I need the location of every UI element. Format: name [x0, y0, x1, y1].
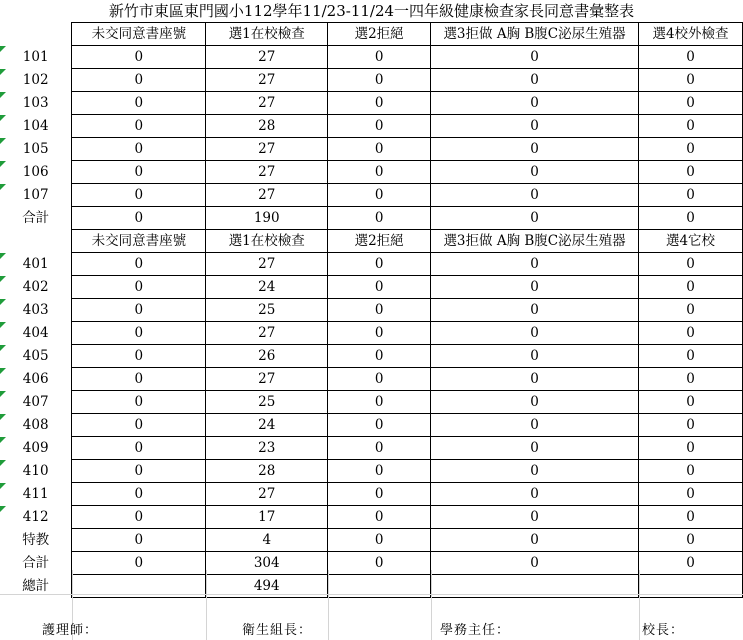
table-cell: 0	[431, 276, 639, 299]
grand-total-label: 總計	[22, 577, 50, 594]
signature-health-leader: 衛生組長：	[242, 623, 313, 638]
table-cell: 0	[328, 92, 431, 115]
column-header: 選1在校檢查	[206, 23, 328, 46]
row-label: 107	[0, 184, 72, 207]
corner-cell	[0, 23, 72, 46]
table-cell: 0	[639, 368, 743, 391]
table-row	[0, 368, 743, 391]
table-cell: 0	[431, 253, 639, 276]
signature-principal: 校長：	[642, 623, 685, 638]
row-label: 411	[0, 483, 72, 506]
table-cell: 0	[72, 299, 206, 322]
table-cell: 0	[639, 552, 743, 575]
gridline	[0, 594, 743, 595]
row-label: 105	[0, 138, 72, 161]
table-cell: 0	[72, 552, 206, 575]
row-label: 102	[0, 69, 72, 92]
special-ed-row	[0, 529, 743, 552]
table-cell: 0	[431, 437, 639, 460]
row-label: 409	[0, 437, 72, 460]
table-row	[0, 115, 743, 138]
row-label: 406	[0, 368, 72, 391]
column-header: 選4校外檢查	[639, 23, 743, 46]
table-cell: 27	[206, 184, 328, 207]
table-cell: 25	[206, 299, 328, 322]
table-cell: 0	[431, 115, 639, 138]
column-header: 選2拒絕	[328, 230, 431, 253]
row-label: 405	[0, 345, 72, 368]
table-row	[0, 391, 743, 414]
table-cell: 0	[328, 437, 431, 460]
table-cell: 0	[431, 483, 639, 506]
table-row	[0, 69, 743, 92]
row-label: 合計	[22, 209, 50, 226]
table-cell: 0	[431, 322, 639, 345]
table-cell: 0	[328, 322, 431, 345]
table-row	[0, 414, 743, 437]
table-cell: 0	[639, 414, 743, 437]
table-cell: 304	[206, 552, 328, 575]
table-cell: 0	[328, 46, 431, 69]
table-cell: 0	[639, 276, 743, 299]
table-cell: 0	[72, 161, 206, 184]
table-row	[0, 322, 743, 345]
grand-total-value: 494	[206, 575, 328, 598]
table-cell: 0	[328, 391, 431, 414]
table-cell: 27	[206, 368, 328, 391]
table-cell: 0	[431, 161, 639, 184]
table-cell: 27	[206, 138, 328, 161]
table-cell: 0	[639, 529, 743, 552]
table-row	[0, 138, 743, 161]
row-label: 401	[0, 253, 72, 276]
table-cell: 0	[72, 529, 206, 552]
table-cell: 0	[328, 414, 431, 437]
table-cell: 0	[328, 345, 431, 368]
column-header: 選3拒做 A胸 B腹C泌尿生殖器	[431, 23, 639, 46]
table-cell: 0	[639, 207, 743, 230]
table-cell: 0	[431, 138, 639, 161]
table-cell: 0	[72, 391, 206, 414]
total-row	[0, 207, 743, 230]
table-cell: 0	[639, 322, 743, 345]
row-label: 特教	[22, 531, 50, 548]
table-cell: 0	[72, 184, 206, 207]
corner-cell	[0, 230, 72, 253]
header-row	[0, 230, 743, 253]
row-label: 408	[0, 414, 72, 437]
table-cell: 0	[328, 253, 431, 276]
table-cell: 0	[431, 207, 639, 230]
consent-summary-table	[0, 22, 743, 598]
table-cell: 27	[206, 69, 328, 92]
table-cell: 0	[328, 69, 431, 92]
table-row	[0, 92, 743, 115]
table-row	[0, 184, 743, 207]
table-cell: 0	[72, 368, 206, 391]
column-header: 選3拒做 A胸 B腹C泌尿生殖器	[431, 230, 639, 253]
table-cell: 0	[328, 115, 431, 138]
total-row	[0, 552, 743, 575]
table-cell: 17	[206, 506, 328, 529]
table-cell: 0	[328, 138, 431, 161]
row-label: 403	[0, 299, 72, 322]
table-row	[0, 506, 743, 529]
table-cell: 0	[639, 69, 743, 92]
header-row	[0, 23, 743, 46]
table-cell: 0	[431, 391, 639, 414]
table-cell: 0	[431, 460, 639, 483]
table-cell: 0	[72, 276, 206, 299]
table-cell: 26	[206, 345, 328, 368]
table-cell: 0	[328, 161, 431, 184]
table-row	[0, 253, 743, 276]
table-cell: 0	[431, 69, 639, 92]
table-cell: 0	[431, 414, 639, 437]
row-label: 101	[0, 46, 72, 69]
table-cell: 4	[206, 529, 328, 552]
table-cell: 0	[72, 414, 206, 437]
table-cell: 0	[639, 345, 743, 368]
table-cell: 27	[206, 253, 328, 276]
table-cell: 0	[431, 92, 639, 115]
table-row	[0, 299, 743, 322]
table-cell: 27	[206, 46, 328, 69]
table-cell: 0	[639, 161, 743, 184]
table-cell: 0	[72, 138, 206, 161]
table-cell: 0	[639, 138, 743, 161]
table-cell: 24	[206, 276, 328, 299]
table-cell: 24	[206, 414, 328, 437]
table-cell: 0	[72, 69, 206, 92]
table-cell: 0	[431, 345, 639, 368]
table-cell: 0	[639, 115, 743, 138]
row-label: 104	[0, 115, 72, 138]
column-header: 選2拒絕	[328, 23, 431, 46]
table-cell: 0	[639, 483, 743, 506]
table-cell: 27	[206, 161, 328, 184]
table-cell: 0	[328, 460, 431, 483]
table-cell: 190	[206, 207, 328, 230]
table-cell: 0	[639, 299, 743, 322]
signature-academic-director: 學務主任：	[440, 623, 511, 638]
table-cell: 0	[328, 552, 431, 575]
row-label: 106	[0, 161, 72, 184]
table-row	[0, 460, 743, 483]
table-cell: 0	[72, 322, 206, 345]
table-cell: 0	[639, 46, 743, 69]
row-label: 合計	[22, 554, 50, 571]
table-cell: 0	[328, 207, 431, 230]
table-cell: 0	[72, 92, 206, 115]
table-cell: 0	[431, 299, 639, 322]
table-cell: 0	[639, 460, 743, 483]
table-cell: 0	[639, 506, 743, 529]
gridline	[206, 570, 207, 640]
table-cell: 28	[206, 460, 328, 483]
row-label: 412	[0, 506, 72, 529]
gridline	[328, 570, 329, 640]
table-row	[0, 437, 743, 460]
table-cell: 0	[639, 437, 743, 460]
sheet-title: 新竹市東區東門國小112學年11/23-11/24一四年級健康檢查家長同意書彙整表	[108, 2, 635, 20]
column-header: 選4它校	[639, 230, 743, 253]
table-cell: 0	[328, 529, 431, 552]
table-cell: 0	[431, 184, 639, 207]
table-cell: 27	[206, 322, 328, 345]
column-header: 未交同意書座號	[72, 23, 206, 46]
table-cell: 0	[72, 437, 206, 460]
table-cell: 0	[72, 207, 206, 230]
table-cell: 0	[328, 184, 431, 207]
table-cell: 0	[72, 345, 206, 368]
row-label: 103	[0, 92, 72, 115]
table-cell: 0	[328, 299, 431, 322]
table-row	[0, 46, 743, 69]
row-label: 407	[0, 391, 72, 414]
table-cell: 0	[328, 368, 431, 391]
table-cell: 0	[72, 506, 206, 529]
table-cell: 0	[328, 506, 431, 529]
table-row	[0, 483, 743, 506]
gridline	[639, 570, 640, 640]
table-cell: 0	[431, 368, 639, 391]
row-label: 410	[0, 460, 72, 483]
row-label: 402	[0, 276, 72, 299]
table-cell: 23	[206, 437, 328, 460]
column-header: 選1在校檢查	[206, 230, 328, 253]
gridline	[431, 570, 432, 640]
table-cell: 0	[72, 46, 206, 69]
table-cell: 0	[328, 483, 431, 506]
table-cell: 0	[639, 184, 743, 207]
table-cell: 0	[72, 483, 206, 506]
table-cell: 0	[72, 115, 206, 138]
column-header: 未交同意書座號	[72, 230, 206, 253]
table-cell: 0	[431, 506, 639, 529]
table-cell: 28	[206, 115, 328, 138]
table-row	[0, 345, 743, 368]
table-cell: 25	[206, 391, 328, 414]
table-cell: 0	[639, 253, 743, 276]
row-label: 404	[0, 322, 72, 345]
table-row	[0, 161, 743, 184]
table-row	[0, 276, 743, 299]
table-cell: 0	[639, 92, 743, 115]
signature-nurse: 護理師：	[42, 623, 99, 638]
table-cell: 0	[328, 276, 431, 299]
table-cell: 27	[206, 92, 328, 115]
table-cell: 0	[639, 391, 743, 414]
table-cell: 0	[431, 529, 639, 552]
table-cell: 0	[72, 253, 206, 276]
table-cell: 27	[206, 483, 328, 506]
table-cell: 0	[431, 552, 639, 575]
table-cell: 0	[431, 46, 639, 69]
table-cell: 0	[72, 460, 206, 483]
